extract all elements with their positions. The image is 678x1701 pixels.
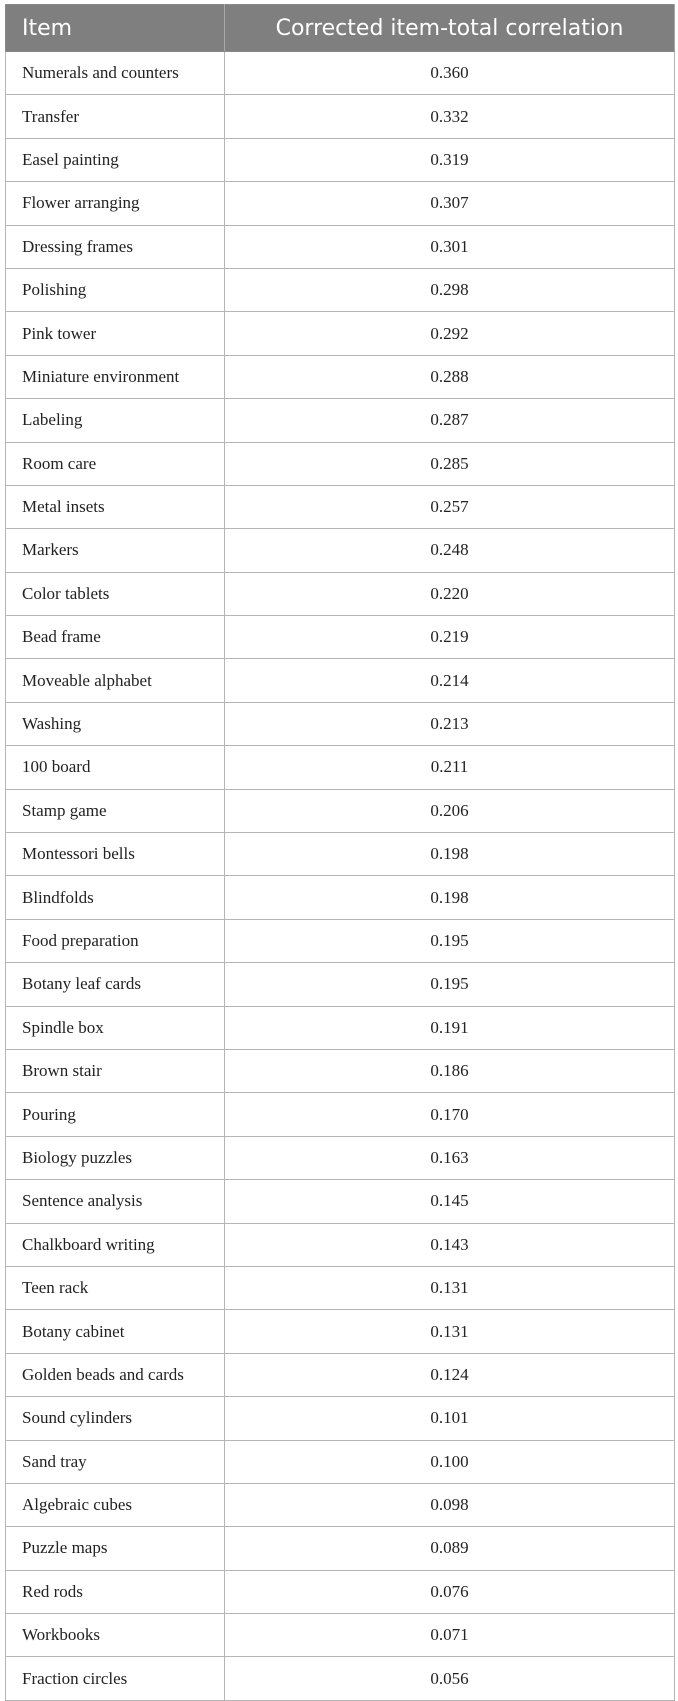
correlation-value-cell: 0.186 bbox=[225, 1049, 675, 1092]
item-name-cell: Stamp game bbox=[6, 789, 225, 832]
item-name-cell: Puzzle maps bbox=[6, 1527, 225, 1570]
table-row bbox=[6, 789, 675, 832]
table-row bbox=[6, 659, 675, 702]
table-row bbox=[6, 1483, 675, 1526]
table-row bbox=[6, 312, 675, 355]
column-header-item: Item bbox=[6, 5, 225, 52]
correlation-table-container bbox=[5, 4, 674, 1701]
table-row bbox=[6, 833, 675, 876]
correlation-value-cell: 0.307 bbox=[225, 182, 675, 225]
item-name-cell: Sand tray bbox=[6, 1440, 225, 1483]
correlation-value-cell: 0.191 bbox=[225, 1006, 675, 1049]
correlation-value-cell: 0.206 bbox=[225, 789, 675, 832]
table-row bbox=[6, 1527, 675, 1570]
item-name-cell: Numerals and counters bbox=[6, 52, 225, 95]
item-name-cell: Blindfolds bbox=[6, 876, 225, 919]
item-name-cell: Sentence analysis bbox=[6, 1180, 225, 1223]
correlation-value-cell: 0.248 bbox=[225, 529, 675, 572]
table-row bbox=[6, 529, 675, 572]
table-row bbox=[6, 876, 675, 919]
item-name-cell: 100 board bbox=[6, 746, 225, 789]
column-header-correlation: Corrected item-total correlation bbox=[225, 5, 675, 52]
item-name-cell: Bead frame bbox=[6, 616, 225, 659]
item-name-cell: Botany leaf cards bbox=[6, 963, 225, 1006]
header-row bbox=[6, 5, 675, 52]
item-name-cell: Washing bbox=[6, 702, 225, 745]
item-name-cell: Markers bbox=[6, 529, 225, 572]
item-name-cell: Room care bbox=[6, 442, 225, 485]
correlation-value-cell: 0.257 bbox=[225, 485, 675, 528]
table-row bbox=[6, 1353, 675, 1396]
correlation-value-cell: 0.100 bbox=[225, 1440, 675, 1483]
correlation-value-cell: 0.145 bbox=[225, 1180, 675, 1223]
table-row bbox=[6, 919, 675, 962]
item-name-cell: Spindle box bbox=[6, 1006, 225, 1049]
item-name-cell: Botany cabinet bbox=[6, 1310, 225, 1353]
correlation-value-cell: 0.292 bbox=[225, 312, 675, 355]
correlation-value-cell: 0.219 bbox=[225, 616, 675, 659]
item-name-cell: Chalkboard writing bbox=[6, 1223, 225, 1266]
table-row bbox=[6, 1006, 675, 1049]
table-row bbox=[6, 225, 675, 268]
correlation-value-cell: 0.056 bbox=[225, 1657, 675, 1700]
item-name-cell: Dressing frames bbox=[6, 225, 225, 268]
item-name-cell: Workbooks bbox=[6, 1614, 225, 1657]
correlation-value-cell: 0.089 bbox=[225, 1527, 675, 1570]
table-row bbox=[6, 355, 675, 398]
table-row bbox=[6, 746, 675, 789]
item-name-cell: Montessori bells bbox=[6, 833, 225, 876]
correlation-value-cell: 0.071 bbox=[225, 1614, 675, 1657]
item-name-cell: Pouring bbox=[6, 1093, 225, 1136]
correlation-value-cell: 0.213 bbox=[225, 702, 675, 745]
item-name-cell: Food preparation bbox=[6, 919, 225, 962]
table-row bbox=[6, 963, 675, 1006]
correlation-value-cell: 0.195 bbox=[225, 963, 675, 1006]
correlation-value-cell: 0.101 bbox=[225, 1397, 675, 1440]
item-name-cell: Pink tower bbox=[6, 312, 225, 355]
table-body bbox=[6, 52, 675, 1701]
correlation-value-cell: 0.124 bbox=[225, 1353, 675, 1396]
item-name-cell: Fraction circles bbox=[6, 1657, 225, 1700]
table-row bbox=[6, 1093, 675, 1136]
table-row bbox=[6, 138, 675, 181]
table-row bbox=[6, 268, 675, 311]
table-row bbox=[6, 399, 675, 442]
item-name-cell: Labeling bbox=[6, 399, 225, 442]
correlation-value-cell: 0.170 bbox=[225, 1093, 675, 1136]
correlation-value-cell: 0.287 bbox=[225, 399, 675, 442]
item-name-cell: Algebraic cubes bbox=[6, 1483, 225, 1526]
item-name-cell: Easel painting bbox=[6, 138, 225, 181]
correlation-value-cell: 0.214 bbox=[225, 659, 675, 702]
correlation-value-cell: 0.288 bbox=[225, 355, 675, 398]
table-row bbox=[6, 1180, 675, 1223]
correlation-value-cell: 0.076 bbox=[225, 1570, 675, 1613]
table-row bbox=[6, 1397, 675, 1440]
correlation-value-cell: 0.319 bbox=[225, 138, 675, 181]
table-row bbox=[6, 616, 675, 659]
item-name-cell: Polishing bbox=[6, 268, 225, 311]
correlation-value-cell: 0.301 bbox=[225, 225, 675, 268]
table-row bbox=[6, 1657, 675, 1700]
correlation-value-cell: 0.285 bbox=[225, 442, 675, 485]
correlation-value-cell: 0.332 bbox=[225, 95, 675, 138]
table-row bbox=[6, 1266, 675, 1309]
item-name-cell: Transfer bbox=[6, 95, 225, 138]
table-header bbox=[6, 5, 675, 52]
item-name-cell: Color tablets bbox=[6, 572, 225, 615]
correlation-value-cell: 0.131 bbox=[225, 1266, 675, 1309]
table-row bbox=[6, 1570, 675, 1613]
table-row bbox=[6, 1440, 675, 1483]
correlation-value-cell: 0.195 bbox=[225, 919, 675, 962]
correlation-value-cell: 0.298 bbox=[225, 268, 675, 311]
table-row bbox=[6, 1049, 675, 1092]
item-name-cell: Flower arranging bbox=[6, 182, 225, 225]
correlation-table bbox=[5, 4, 675, 1701]
item-name-cell: Miniature environment bbox=[6, 355, 225, 398]
table-row bbox=[6, 52, 675, 95]
item-name-cell: Biology puzzles bbox=[6, 1136, 225, 1179]
correlation-value-cell: 0.143 bbox=[225, 1223, 675, 1266]
correlation-value-cell: 0.198 bbox=[225, 876, 675, 919]
item-name-cell: Metal insets bbox=[6, 485, 225, 528]
table-row bbox=[6, 485, 675, 528]
table-row bbox=[6, 442, 675, 485]
correlation-value-cell: 0.211 bbox=[225, 746, 675, 789]
item-name-cell: Brown stair bbox=[6, 1049, 225, 1092]
table-row bbox=[6, 1136, 675, 1179]
table-row bbox=[6, 1614, 675, 1657]
item-name-cell: Red rods bbox=[6, 1570, 225, 1613]
correlation-value-cell: 0.131 bbox=[225, 1310, 675, 1353]
item-name-cell: Golden beads and cards bbox=[6, 1353, 225, 1396]
table-row bbox=[6, 572, 675, 615]
correlation-value-cell: 0.220 bbox=[225, 572, 675, 615]
table-row bbox=[6, 702, 675, 745]
table-row bbox=[6, 1310, 675, 1353]
table-row bbox=[6, 182, 675, 225]
correlation-value-cell: 0.360 bbox=[225, 52, 675, 95]
correlation-value-cell: 0.198 bbox=[225, 833, 675, 876]
correlation-value-cell: 0.163 bbox=[225, 1136, 675, 1179]
correlation-value-cell: 0.098 bbox=[225, 1483, 675, 1526]
item-name-cell: Sound cylinders bbox=[6, 1397, 225, 1440]
table-row bbox=[6, 1223, 675, 1266]
item-name-cell: Teen rack bbox=[6, 1266, 225, 1309]
item-name-cell: Moveable alphabet bbox=[6, 659, 225, 702]
table-row bbox=[6, 95, 675, 138]
